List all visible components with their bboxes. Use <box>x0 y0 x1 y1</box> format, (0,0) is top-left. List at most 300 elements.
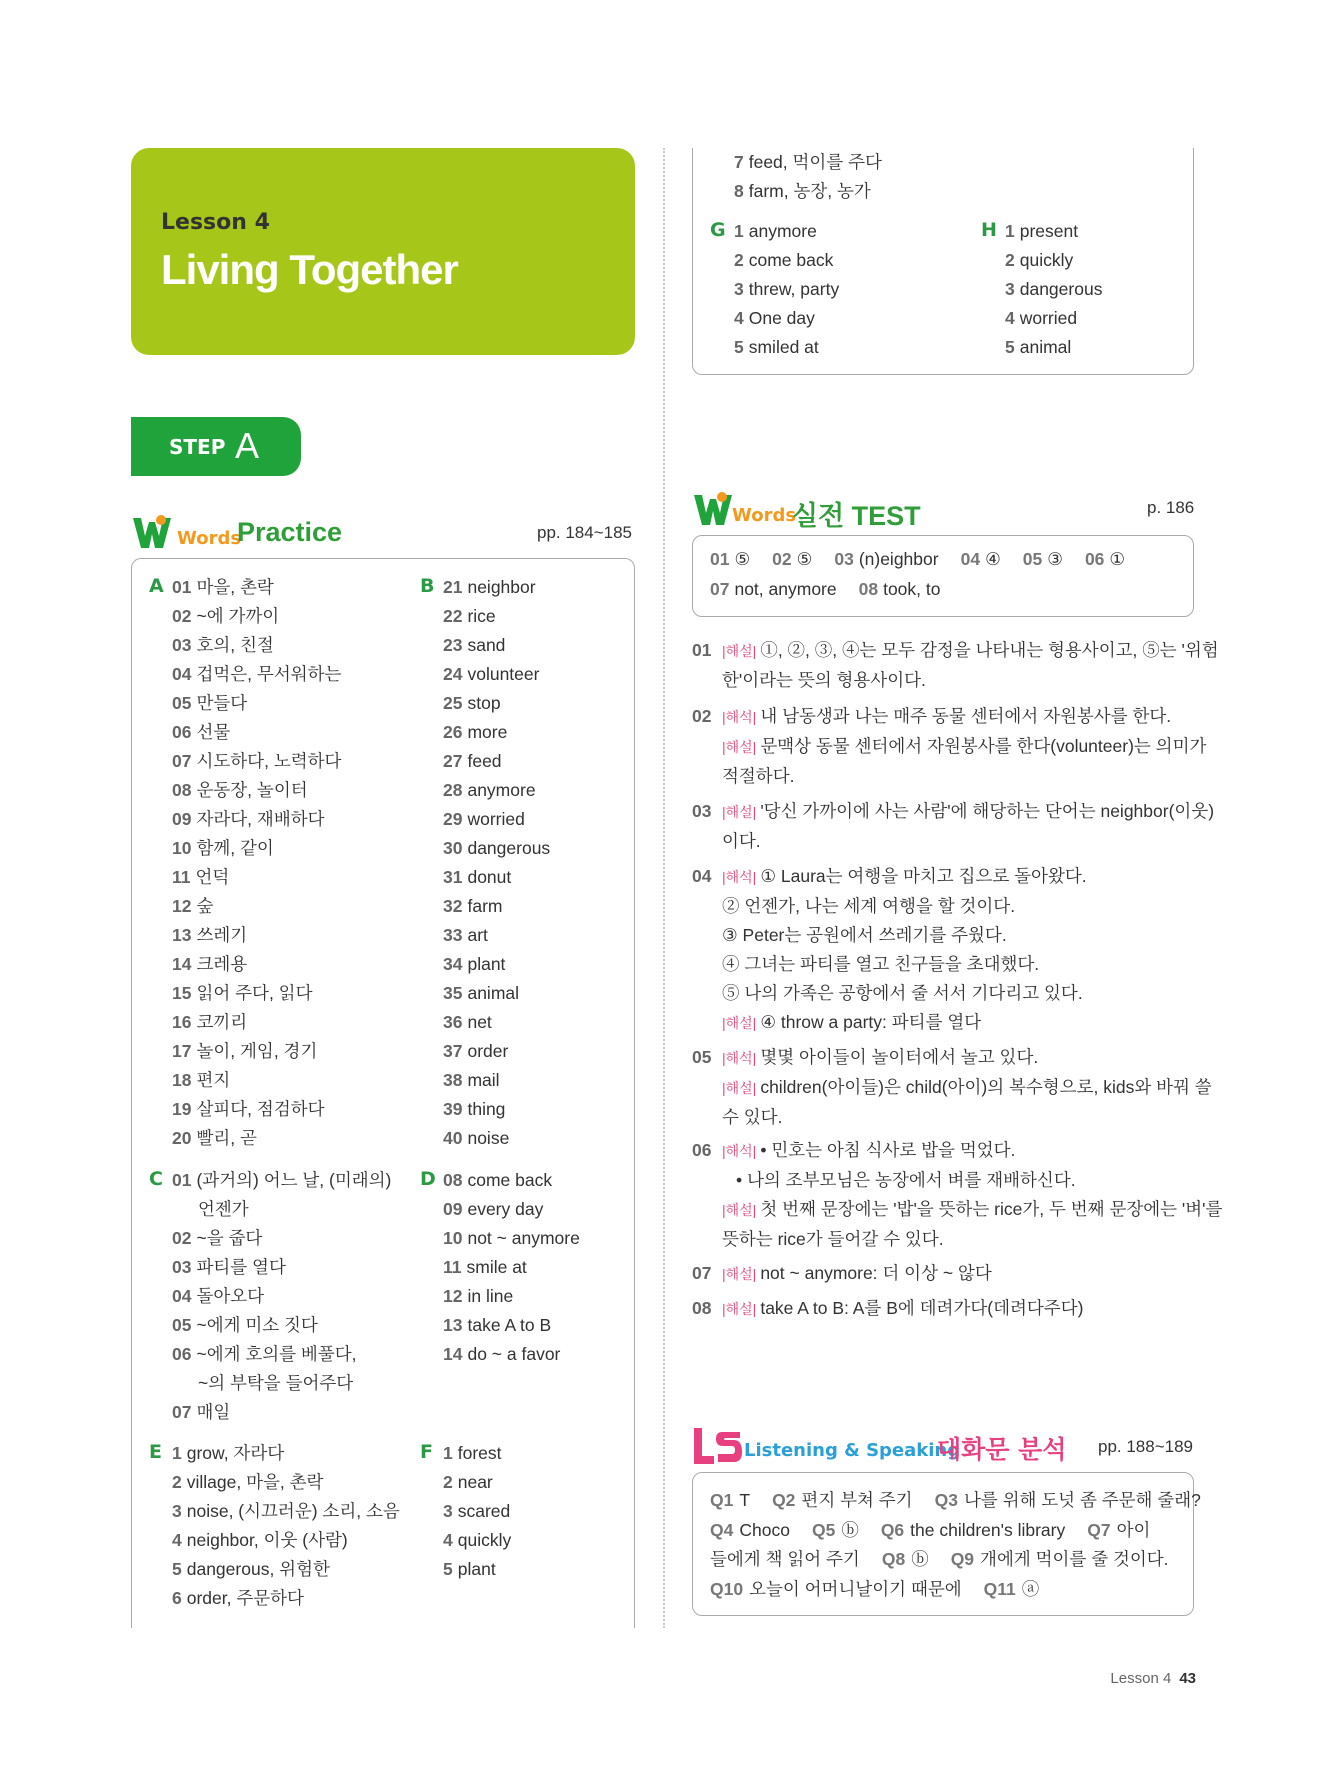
list-item <box>172 1439 400 1468</box>
item-text: anymore <box>467 780 536 800</box>
list-item <box>172 1195 391 1224</box>
list-item <box>172 631 341 660</box>
step-letter: A <box>235 425 260 466</box>
item-number: 31 <box>443 867 463 887</box>
item-number: 27 <box>443 751 463 771</box>
answer-number: 05 <box>1022 549 1043 569</box>
item-number: 2 <box>172 1472 182 1492</box>
answer-text: ④ <box>985 549 1001 569</box>
question-number: Q9 <box>950 1549 975 1569</box>
item-number: 19 <box>172 1099 192 1119</box>
item-text: plant <box>457 1559 496 1579</box>
explanation-01 <box>692 636 1219 695</box>
answer-item <box>1023 549 1063 569</box>
list-item <box>443 892 550 921</box>
item-text: dangerous, 위험한 <box>186 1559 330 1579</box>
item-number: 11 <box>172 867 191 887</box>
section-e-continued-list <box>734 148 882 206</box>
explanation-07 <box>692 1259 1192 1289</box>
lesson-banner <box>131 148 635 355</box>
item-text: 마을, 촌락 <box>196 577 274 597</box>
explanation-text: 한'이라는 뜻의 형용사이다. <box>722 670 926 690</box>
item-number: 30 <box>443 838 463 858</box>
question-number: Q2 <box>772 1490 796 1510</box>
item-text: noise <box>467 1128 510 1148</box>
question-answer <box>710 1579 962 1599</box>
answer-item <box>772 549 812 569</box>
section-letter-f: F <box>420 1441 433 1463</box>
item-text: dangerous <box>1019 279 1103 299</box>
section-d-list <box>443 1166 580 1369</box>
commentary-tag: |해설| <box>722 1080 757 1096</box>
list-item <box>734 304 839 333</box>
question-answer <box>1087 1520 1150 1540</box>
list-item <box>172 1584 400 1613</box>
item-number: 26 <box>443 722 463 742</box>
list-item <box>172 921 341 950</box>
item-text: feed, 먹이를 주다 <box>748 152 882 172</box>
item-number: 2 <box>734 250 744 270</box>
explanation-number: 01 <box>692 640 712 660</box>
item-number: 07 <box>172 751 192 771</box>
item-text: more <box>467 722 508 742</box>
explanation-05 <box>692 1043 1212 1132</box>
item-text: threw, party <box>748 279 840 299</box>
list-item <box>443 1166 580 1195</box>
commentary-tag: |해설| <box>722 739 757 755</box>
item-number: 09 <box>443 1199 463 1219</box>
item-text: order <box>467 1041 509 1061</box>
item-text: come back <box>467 1170 553 1190</box>
item-number: 06 <box>172 1344 192 1364</box>
answer-item <box>961 549 1001 569</box>
item-text: grow, 자라다 <box>186 1443 285 1463</box>
practice-pages: pp. 184~185 <box>537 523 633 542</box>
answer-text: 들에게 책 읽어 주기 <box>710 1549 860 1569</box>
test-label: 실전 TEST <box>792 501 921 531</box>
item-text: 편지 <box>196 1070 231 1090</box>
item-number: 15 <box>172 983 192 1003</box>
question-number: Q10 <box>710 1578 744 1599</box>
item-text: village, 마을, 촌락 <box>186 1472 324 1492</box>
list-item <box>443 863 550 892</box>
explanation-text: take A to B: A를 B에 데려가다(데려다주다) <box>760 1298 1084 1318</box>
question-answer <box>935 1490 1201 1510</box>
item-number: 02 <box>172 606 192 626</box>
explanation-text: not ~ anymore: 더 이상 ~ 않다 <box>760 1263 992 1283</box>
list-item <box>172 979 341 1008</box>
ls-logo-icon <box>692 1426 744 1466</box>
item-text: scared <box>457 1501 511 1521</box>
explanation-text: • 민호는 아침 식사로 밥을 먹었다. <box>760 1140 1016 1160</box>
commentary-tag: |해설| <box>722 1015 757 1031</box>
list-item <box>172 1008 341 1037</box>
item-number: 01 <box>172 1170 192 1190</box>
explanation-number: 05 <box>692 1047 712 1067</box>
list-item <box>1005 217 1102 246</box>
item-number: 14 <box>443 1344 463 1364</box>
section-g-list <box>734 217 839 362</box>
listening-line <box>710 1486 1223 1516</box>
words-label: Words <box>732 505 797 526</box>
item-number: 23 <box>443 635 463 655</box>
item-number: 09 <box>172 809 192 829</box>
item-number: 25 <box>443 693 463 713</box>
item-text: quickly <box>457 1530 512 1550</box>
list-item <box>172 1369 391 1398</box>
list-item <box>172 1066 341 1095</box>
section-f-list <box>443 1439 511 1584</box>
answer-number: 04 <box>960 549 981 569</box>
item-text: take A to B <box>467 1315 552 1335</box>
list-item <box>172 1526 400 1555</box>
explanation-number: 03 <box>692 801 712 821</box>
item-number: 08 <box>443 1170 463 1190</box>
item-text: 만들다 <box>196 693 248 713</box>
item-text: stop <box>467 693 501 713</box>
item-text: 코끼리 <box>196 1012 248 1032</box>
item-number: 06 <box>172 722 192 742</box>
item-text: mail <box>467 1070 500 1090</box>
item-number: 5 <box>443 1559 453 1579</box>
item-text: 언젠가 <box>198 1199 249 1219</box>
item-number: 10 <box>443 1228 463 1248</box>
item-text: neighbor, 이웃 (사람) <box>186 1530 348 1550</box>
test-answer-box <box>692 535 1194 617</box>
item-number: 20 <box>172 1128 192 1148</box>
list-item <box>443 1066 550 1095</box>
item-text: farm <box>467 896 503 916</box>
item-number: 37 <box>443 1041 463 1061</box>
item-text: 쓰레기 <box>196 925 248 945</box>
item-text: rice <box>467 606 496 626</box>
list-item <box>734 148 882 177</box>
listening-answers <box>710 1486 1223 1604</box>
item-number: 1 <box>443 1443 453 1463</box>
item-text: (과거의) 어느 날, (미래의) <box>196 1170 392 1190</box>
explanation-text: ③ Peter는 공원에서 쓰레기를 주웠다. <box>722 925 1007 945</box>
list-item <box>1005 246 1102 275</box>
list-item <box>172 776 341 805</box>
footer-lesson: Lesson 4 <box>1110 1670 1172 1687</box>
section-letter-e: E <box>149 1441 162 1463</box>
item-number: 36 <box>443 1012 463 1032</box>
list-item <box>172 689 341 718</box>
item-text: farm, 농장, 농가 <box>748 181 871 201</box>
question-number: Q1 <box>710 1490 734 1510</box>
listening-speaking-label: Listening & Speaking <box>744 1440 961 1461</box>
question-answer <box>710 1520 790 1540</box>
list-item <box>172 805 341 834</box>
words-label: Words <box>177 528 242 549</box>
list-item <box>443 1124 550 1153</box>
list-item <box>172 1398 391 1427</box>
list-item <box>443 834 550 863</box>
item-text: donut <box>467 867 512 887</box>
item-text: come back <box>748 250 834 270</box>
item-number: 08 <box>172 780 192 800</box>
answer-text: ⓑ <box>841 1519 859 1540</box>
item-number: 35 <box>443 983 463 1003</box>
answer-number: 08 <box>858 579 879 599</box>
list-item <box>443 1037 550 1066</box>
item-number: 11 <box>443 1257 462 1277</box>
explanation-text: 내 남동생과 나는 매주 동물 센터에서 자원봉사를 한다. <box>760 706 1172 726</box>
item-number: 17 <box>172 1041 192 1061</box>
question-answer <box>984 1579 1040 1599</box>
list-item <box>443 1224 580 1253</box>
commentary-tag: |해설| <box>722 804 757 820</box>
item-number: 02 <box>172 1228 192 1248</box>
section-letter-d: D <box>420 1168 436 1190</box>
list-item <box>443 979 550 1008</box>
explanation-text: 뜻하는 rice가 들어갈 수 있다. <box>722 1229 944 1249</box>
explanation-text: ④ throw a party: 파티를 열다 <box>760 1012 982 1032</box>
explanation-06 <box>692 1136 1223 1254</box>
item-number: 33 <box>443 925 463 945</box>
item-text: ~에 가까이 <box>196 606 280 626</box>
list-item <box>172 1340 391 1369</box>
item-text: art <box>467 925 488 945</box>
list-item <box>172 1282 391 1311</box>
list-item <box>443 1340 580 1369</box>
item-number: 24 <box>443 664 463 684</box>
list-item <box>172 1468 400 1497</box>
item-text: 자라다, 재배하다 <box>196 809 325 829</box>
item-text: ~에게 미소 짓다 <box>196 1315 318 1335</box>
item-text: thing <box>467 1099 506 1119</box>
item-number: 28 <box>443 780 463 800</box>
item-text: 살피다, 점검하다 <box>196 1099 325 1119</box>
listening-speaking-header <box>692 1426 1092 1466</box>
list-item <box>443 1008 550 1037</box>
list-item <box>172 718 341 747</box>
list-item <box>443 1195 580 1224</box>
dialogue-analysis-label: 대화문 분석 <box>937 1435 1067 1464</box>
answer-text: 오늘이 어머니날이기 때문에 <box>749 1578 962 1599</box>
list-item <box>172 1037 341 1066</box>
item-text: worried <box>1019 308 1078 328</box>
item-number: 38 <box>443 1070 463 1090</box>
page-footer <box>1110 1670 1196 1687</box>
translation-tag: |해석| <box>722 709 757 725</box>
list-item <box>443 660 550 689</box>
explanation-text: ⑤ 나의 가족은 공항에서 줄 서서 기다리고 있다. <box>722 983 1083 1003</box>
list-item <box>443 950 550 979</box>
lesson-number: Lesson 4 <box>161 210 270 235</box>
item-number: 10 <box>172 838 192 858</box>
item-text: present <box>1019 221 1079 241</box>
item-text: worried <box>467 809 525 829</box>
answer-item <box>834 549 938 569</box>
list-item <box>172 1224 391 1253</box>
listening-line <box>710 1516 1223 1546</box>
commentary-tag: |해설| <box>722 1301 757 1317</box>
answer-item <box>710 549 750 569</box>
item-text: feed <box>467 751 502 771</box>
explanation-text: ④ 그녀는 파티를 열고 친구들을 초대했다. <box>722 954 1040 974</box>
item-text: 운동장, 놀이터 <box>196 780 308 800</box>
answer-text: ⓑ <box>911 1549 929 1569</box>
item-number: 1 <box>1005 221 1015 241</box>
item-number: 32 <box>443 896 463 916</box>
item-number: 6 <box>172 1588 182 1608</box>
item-text: 빨리, 곧 <box>196 1128 257 1148</box>
w-logo-icon <box>692 489 734 529</box>
item-text: dangerous <box>467 838 551 858</box>
item-text: not ~ anymore <box>467 1228 580 1248</box>
item-text: 놀이, 게임, 경기 <box>196 1041 318 1061</box>
section-c-list <box>172 1166 391 1427</box>
explanation-text: 수 있다. <box>722 1107 783 1127</box>
list-item <box>172 602 341 631</box>
listening-line <box>710 1545 1223 1575</box>
item-number: 12 <box>172 896 192 916</box>
item-text: volunteer <box>467 664 540 684</box>
item-number: 12 <box>443 1286 463 1306</box>
explanation-number: 02 <box>692 706 712 726</box>
item-text: animal <box>467 983 520 1003</box>
item-text: 매일 <box>196 1402 231 1422</box>
answer-text: (n)eighbor <box>858 549 939 569</box>
question-number: Q6 <box>880 1519 905 1540</box>
item-number: 3 <box>1005 279 1015 299</box>
item-text: quickly <box>1019 250 1074 270</box>
explanation-04 <box>692 862 1192 1038</box>
item-text: 읽어 주다, 읽다 <box>196 983 313 1003</box>
item-text: 시도하다, 노력하다 <box>196 751 342 771</box>
answer-item <box>1085 549 1125 569</box>
answer-text: ① <box>1109 549 1126 569</box>
list-item <box>443 1555 511 1584</box>
item-number: 2 <box>1005 250 1015 270</box>
list-item <box>443 1497 511 1526</box>
question-number: Q7 <box>1087 1519 1111 1540</box>
item-text: in line <box>467 1286 514 1306</box>
item-text: order, 주문하다 <box>186 1588 304 1608</box>
translation-tag: |해석| <box>722 1050 757 1066</box>
item-text: smile at <box>466 1257 527 1277</box>
item-number: 14 <box>172 954 192 974</box>
item-text: ~의 부탁을 들어주다 <box>198 1373 354 1393</box>
item-text: sand <box>467 635 506 655</box>
list-item <box>443 718 550 747</box>
translation-tag: |해석| <box>722 1143 757 1159</box>
item-text: ~을 줍다 <box>196 1228 263 1248</box>
list-item <box>443 631 550 660</box>
item-number: 7 <box>734 152 744 172</box>
answer-text: ⓐ <box>1021 1578 1040 1599</box>
list-item <box>443 805 550 834</box>
item-number: 18 <box>172 1070 192 1090</box>
item-number: 3 <box>734 279 744 299</box>
list-item <box>734 177 882 206</box>
commentary-tag: |해설| <box>722 1266 757 1282</box>
list-item <box>172 573 341 602</box>
list-item <box>443 921 550 950</box>
list-item <box>734 275 839 304</box>
list-item <box>443 776 550 805</box>
item-number: 3 <box>443 1501 453 1521</box>
item-number: 21 <box>443 577 463 597</box>
item-text: 숲 <box>196 896 214 916</box>
item-number: 4 <box>734 308 744 328</box>
answer-text: the children's library <box>910 1519 1066 1540</box>
step-word: STEP <box>169 435 226 459</box>
item-number: 04 <box>172 1286 192 1306</box>
answer-number: 01 <box>710 549 730 569</box>
listening-line <box>710 1575 1223 1605</box>
list-item <box>443 747 550 776</box>
question-number: Q5 <box>811 1519 836 1540</box>
list-item <box>443 1439 511 1468</box>
test-answers-row-1 <box>710 549 1147 570</box>
section-letter-c: C <box>149 1168 163 1190</box>
item-text: every day <box>467 1199 544 1219</box>
list-item <box>172 1166 391 1195</box>
explanation-08 <box>692 1294 1192 1324</box>
explanation-text: '당신 가까이에 사는 사람'에 해당하는 단어는 neighbor(이웃) <box>760 801 1215 821</box>
answer-item <box>859 579 941 599</box>
item-text: 겁먹은, 무서워하는 <box>196 664 342 684</box>
item-text: noise, (시끄러운) 소리, 소음 <box>186 1501 400 1521</box>
item-number: 5 <box>734 337 744 357</box>
practice-label: Practice <box>237 517 343 547</box>
list-item <box>172 1124 341 1153</box>
list-item <box>443 689 550 718</box>
question-answer <box>710 1549 860 1569</box>
answer-text: 편지 부쳐 주기 <box>801 1490 913 1510</box>
explanation-number: 06 <box>692 1140 712 1160</box>
item-text: 호의, 친절 <box>196 635 274 655</box>
question-answer <box>951 1549 1169 1569</box>
item-text: neighbor <box>467 577 536 597</box>
answer-number: 06 <box>1084 549 1105 569</box>
list-item <box>443 573 550 602</box>
lesson-title: Living Together <box>161 246 458 293</box>
item-text: animal <box>1019 337 1072 357</box>
column-divider <box>663 148 665 1628</box>
question-answer <box>881 1520 1065 1540</box>
question-number: Q11 <box>983 1578 1016 1599</box>
section-e-list <box>172 1439 400 1613</box>
item-number: 4 <box>172 1530 182 1550</box>
item-text: ~에게 호의를 베풀다, <box>196 1344 357 1364</box>
item-text: 돌아오다 <box>196 1286 265 1306</box>
item-number: 13 <box>443 1315 463 1335</box>
answer-item <box>710 579 837 599</box>
page-number: 43 <box>1179 1670 1196 1687</box>
explanation-02 <box>692 702 1207 791</box>
item-text: forest <box>457 1443 502 1463</box>
item-number: 13 <box>172 925 192 945</box>
item-number: 04 <box>172 664 192 684</box>
answer-number: 02 <box>772 549 792 569</box>
list-item <box>443 1253 580 1282</box>
item-text: do ~ a favor <box>467 1344 561 1364</box>
list-item <box>734 246 839 275</box>
list-item <box>734 217 839 246</box>
answer-text: 개에게 먹이를 줄 것이다. <box>980 1549 1169 1569</box>
item-number: 4 <box>443 1530 453 1550</box>
explanation-text: children(아이들)은 child(아이)의 복수형으로, kids와 바꿔 쓸 <box>760 1077 1212 1097</box>
list-item <box>172 660 341 689</box>
answer-number: 07 <box>710 579 730 599</box>
item-number: 22 <box>443 606 463 626</box>
item-number: 39 <box>443 1099 463 1119</box>
commentary-tag: |해설| <box>722 1202 757 1218</box>
question-answer <box>710 1490 750 1510</box>
